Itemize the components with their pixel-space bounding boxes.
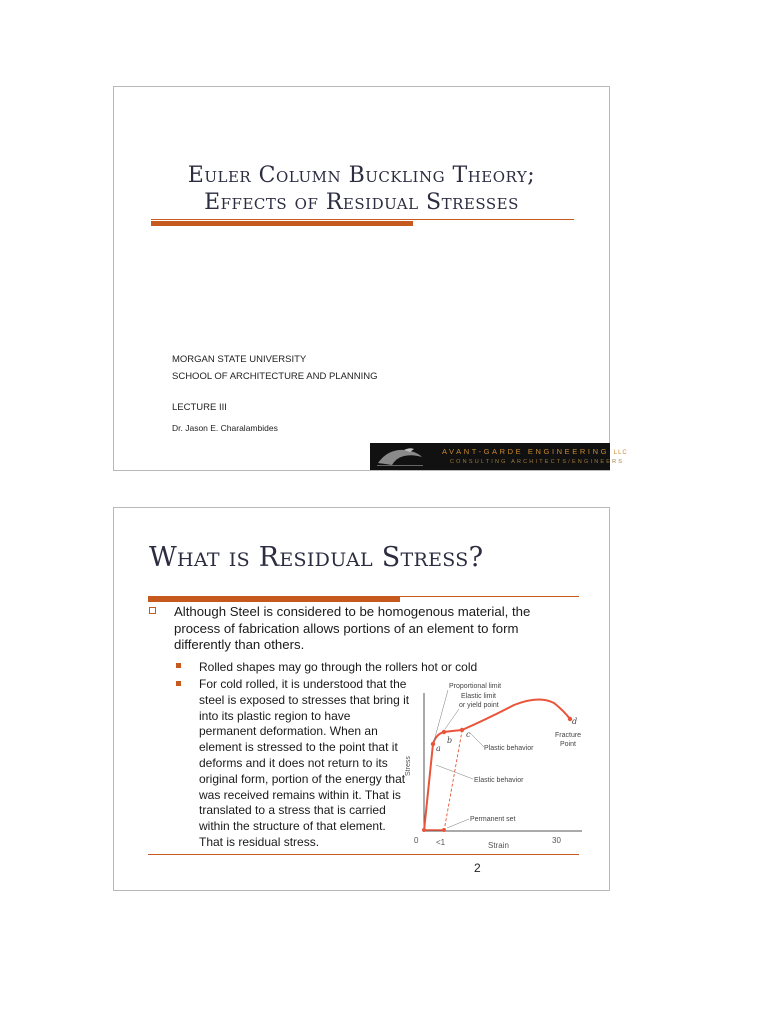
annotation-leader bbox=[470, 733, 484, 747]
content-slide bbox=[113, 507, 610, 891]
permanent-set-point bbox=[442, 828, 446, 832]
x-tick-0: 0 bbox=[414, 836, 419, 845]
x-tick-30: 30 bbox=[552, 836, 561, 845]
eagle-logo-icon bbox=[374, 445, 426, 468]
school-name: SCHOOL OF ARCHITECTURE AND PLANNING bbox=[172, 371, 378, 382]
author-name: Dr. Jason E. Charalambides bbox=[172, 423, 278, 433]
company-tagline: CONSULTING ARCHITECTS/ENGINEERS bbox=[450, 459, 625, 465]
title-underline-thin bbox=[151, 219, 574, 220]
annotation-elastic-behavior: Elastic behavior bbox=[474, 777, 524, 784]
lecture-number: LECTURE III bbox=[172, 402, 227, 413]
y-axis-label: Stress bbox=[405, 756, 412, 776]
annotation-yield-point: or yield point bbox=[459, 702, 499, 709]
point-b-label: b bbox=[447, 736, 453, 745]
point-a bbox=[431, 742, 435, 746]
point-c bbox=[460, 728, 464, 732]
point-d-label: d bbox=[572, 717, 578, 726]
company-name: AVANT-GARDE ENGINEERING LLC bbox=[442, 447, 628, 456]
main-bullet-text: Although Steel is considered to be homogenous material, the process of fabrication allows portions of an element to form differently than others. bbox=[174, 604, 531, 652]
company-logo-bar bbox=[370, 443, 628, 470]
annotation-fracture: Fracture bbox=[555, 732, 582, 739]
title-underline-thick bbox=[148, 597, 400, 602]
point-b bbox=[442, 730, 446, 734]
sub-bullet-1: Rolled shapes may go through the rollers hot or cold bbox=[199, 660, 478, 674]
annotation-leader bbox=[445, 709, 459, 729]
point-a-label: a bbox=[436, 744, 441, 753]
unloading-line bbox=[444, 731, 462, 831]
annotation-leader bbox=[447, 819, 469, 828]
slide-title bbox=[114, 162, 609, 216]
university-name: MORGAN STATE UNIVERSITY bbox=[172, 354, 307, 365]
annotation-permanent-set: Permanent set bbox=[470, 816, 516, 823]
annotation-fracture-point: Point bbox=[560, 741, 576, 748]
point-c-label: c bbox=[466, 730, 471, 739]
x-axis-label: Strain bbox=[488, 841, 509, 850]
annotation-leader bbox=[436, 765, 473, 779]
hollow-square-bullet-icon bbox=[149, 607, 156, 614]
stress-strain-chart bbox=[404, 673, 589, 858]
square-bullet-icon bbox=[176, 681, 181, 686]
x-tick-1: <1 bbox=[436, 838, 446, 847]
title-slide bbox=[113, 86, 628, 471]
slide-title: What is Residual Stress? bbox=[149, 542, 484, 573]
stress-strain-curve bbox=[424, 699, 570, 831]
annotation-plastic-behavior: Plastic behavior bbox=[484, 745, 534, 752]
annotation-elastic-limit: Elastic limit bbox=[461, 693, 497, 700]
footer-rule bbox=[148, 854, 579, 855]
title-line-2: Effects of Residual Stresses bbox=[204, 190, 519, 215]
annotation-proportional-limit: Proportional limit bbox=[449, 683, 502, 690]
origin-point bbox=[422, 828, 426, 832]
page-number: 2 bbox=[474, 861, 481, 875]
sub-bullet-2: For cold rolled, it is understood that the steel is exposed to stresses that bring it into its plastic region to have permanent deformation. When an element is stressed to the point that it deforms and it does not return to its original form, portion of the energy that was received remains within it. That is translated to a stress that is carried within the structure of that element. That is residual stress. bbox=[199, 677, 410, 849]
square-bullet-icon bbox=[176, 663, 181, 668]
title-line-1: Euler Column Buckling Theory; bbox=[187, 163, 536, 188]
title-underline-thick bbox=[151, 221, 413, 226]
